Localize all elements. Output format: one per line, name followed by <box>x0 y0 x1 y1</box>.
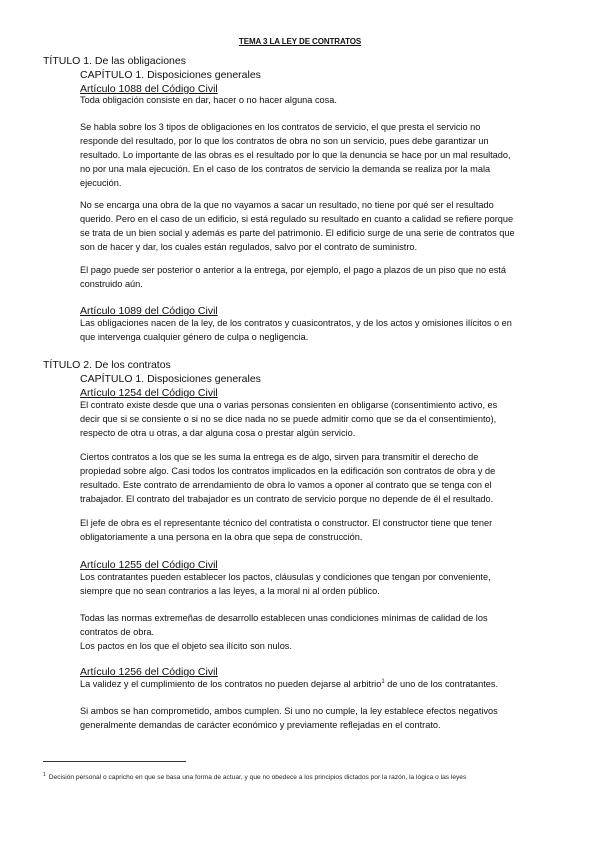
text-line: que intervenga cualquier género de culpa o negligencia. <box>80 331 309 342</box>
footnote-mark: 1 <box>43 771 46 778</box>
article-1088-label: Artículo 1088 del Código Civil <box>80 83 218 95</box>
text-line: El pago puede ser posterior o anterior a la entrega, por ejemplo, el pago a plazos de un piso que no está <box>80 265 506 275</box>
paragraph-2 <box>80 199 558 255</box>
text-line: El jefe de obra es el representante técnico del contratista o constructor. El constructor tiene que tener <box>80 518 493 528</box>
text-after-note: de uno de los contratantes. <box>384 679 499 689</box>
paragraph-5 <box>80 517 558 545</box>
text-line: resultado. Este contrato de arrendamiento de obra lo vamos a oponer al contrato que se tenga con el <box>80 479 492 490</box>
text-line: Todas las normas extremeñas de desarrollo establecen unas condiciones mínimas de calidad de los <box>80 613 488 623</box>
text-line: ejecución. <box>80 177 122 188</box>
text-line: Ciertos contratos a los que se les suma la entrega es de algo, sirven para transmitir el derecho de <box>80 452 479 462</box>
titulo-1-heading: TÍTULO 1. De las obligaciones <box>43 55 186 67</box>
text-before-note: La validez y el cumplimiento de los contratos no pueden dejarse al arbitrio <box>80 679 382 689</box>
titulo-1-capitulo: CAPÍTULO 1. Disposiciones generales <box>80 69 261 81</box>
text-line: no por una mala ejecución. En el caso de los contratos de servicio la demanda se realiza por la mala <box>80 163 491 174</box>
text-line: El contrato existe desde que una o varias personas consienten en obligarse (consentimiento activo, es <box>80 400 498 410</box>
footnote-text: Decisión personal o capricho en que se basa una forma de actuar, y que no obedece a los principios dictados por la razón, la lógica o las leyes <box>48 774 467 781</box>
text-line: se trata de un bien social y además es parte del patrimonio. El edificio surge de una serie de contratos que <box>80 227 515 238</box>
text-line: siempre que no sean contrarios a las leyes, a la moral ni al orden público. <box>80 585 380 596</box>
text-line: No se encarga una obra de la que no vayamos a sacar un resultado, no tiene por qué ser el resultado <box>80 200 494 210</box>
text-line: resultado. Lo importante de las obras es el resultado por lo que la denuncia se hace por un mal resultado, <box>80 149 511 160</box>
article-1254-text <box>80 399 558 441</box>
text-line: querido. Pero en el caso de un edificio, si está regulado su resultado en cuanto a calidad se refiere porque <box>80 213 514 224</box>
footnote-reference[interactable]: 1 <box>381 678 385 685</box>
text-line: respecto de otra u otras, a dar alguna cosa o prestar algún servicio. <box>80 427 356 438</box>
titulo-2-heading: TÍTULO 2. De los contratos <box>43 359 171 371</box>
text-line: Los contratantes pueden establecer los pactos, cláusulas y condiciones que tengan por conveniente, <box>80 572 491 582</box>
article-1256-label: Artículo 1256 del Código Civil <box>80 666 218 678</box>
paragraph-7 <box>80 705 558 733</box>
article-1255-label: Artículo 1255 del Código Civil <box>80 559 218 571</box>
paragraph-3 <box>80 264 558 292</box>
text-line: generalmente demandas de carácter económico y previamente reflejadas en el contrato. <box>80 719 441 730</box>
paragraph-1 <box>80 121 558 191</box>
article-1256-text <box>80 678 558 692</box>
text-line: Si ambos se han comprometido, ambos cumplen. Si uno no cumple, la ley establece efectos negativos <box>80 706 498 716</box>
footnote-separator <box>43 761 186 762</box>
text-line: Las obligaciones nacen de la ley, de los contratos y cuasicontratos, y de los actos y omisiones ilícitos o en <box>80 318 512 328</box>
text-line: propiedad sobre algo. Casi todos los contratos implicados en la edificación son contratos de obra y de <box>80 465 496 476</box>
article-1088-text <box>80 94 558 108</box>
text-line: Los pactos en los que el objeto sea ilícito son nulos. <box>80 640 292 651</box>
text-line: Toda obligación consiste en dar, hacer o no hacer alguna cosa. <box>80 95 337 105</box>
text-line: Se habla sobre los 3 tipos de obligaciones en los contratos de servicio, el que presta el servicio no <box>80 122 481 132</box>
document-title: TEMA 3 LA LEY DE CONTRATOS <box>238 37 362 46</box>
titulo-2-capitulo: CAPÍTULO 1. Disposiciones generales <box>80 373 261 385</box>
text-line: trabajador. El contrato del trabajador es un contrato de servicio porque no depende de él el resultado. <box>80 493 494 504</box>
article-1254-label: Artículo 1254 del Código Civil <box>80 387 218 399</box>
text-line: contratos de obra. <box>80 626 155 637</box>
paragraph-6 <box>80 612 558 654</box>
text-line <box>80 678 558 692</box>
footnote <box>43 773 563 783</box>
paragraph-4 <box>80 451 558 507</box>
article-1089-label: Artículo 1089 del Código Civil <box>80 305 218 317</box>
article-1089-text <box>80 317 558 345</box>
text-line: obligatoriamente a una persona en la obra que sepa de construcción. <box>80 531 363 542</box>
text-line: decir que si se consiente o si no se dice nada no se puede admitir como que se da el consentimiento), <box>80 413 497 424</box>
text-line: construido aún. <box>80 278 143 289</box>
text-line: responde del resultado, por lo que los contratos de obra no son un servicio, pues debe garantizar un <box>80 135 489 146</box>
article-1255-text <box>80 571 558 599</box>
text-line: son de hacer y dar, los cuales están regulados, salvo por el contrato de suministro. <box>80 241 418 252</box>
